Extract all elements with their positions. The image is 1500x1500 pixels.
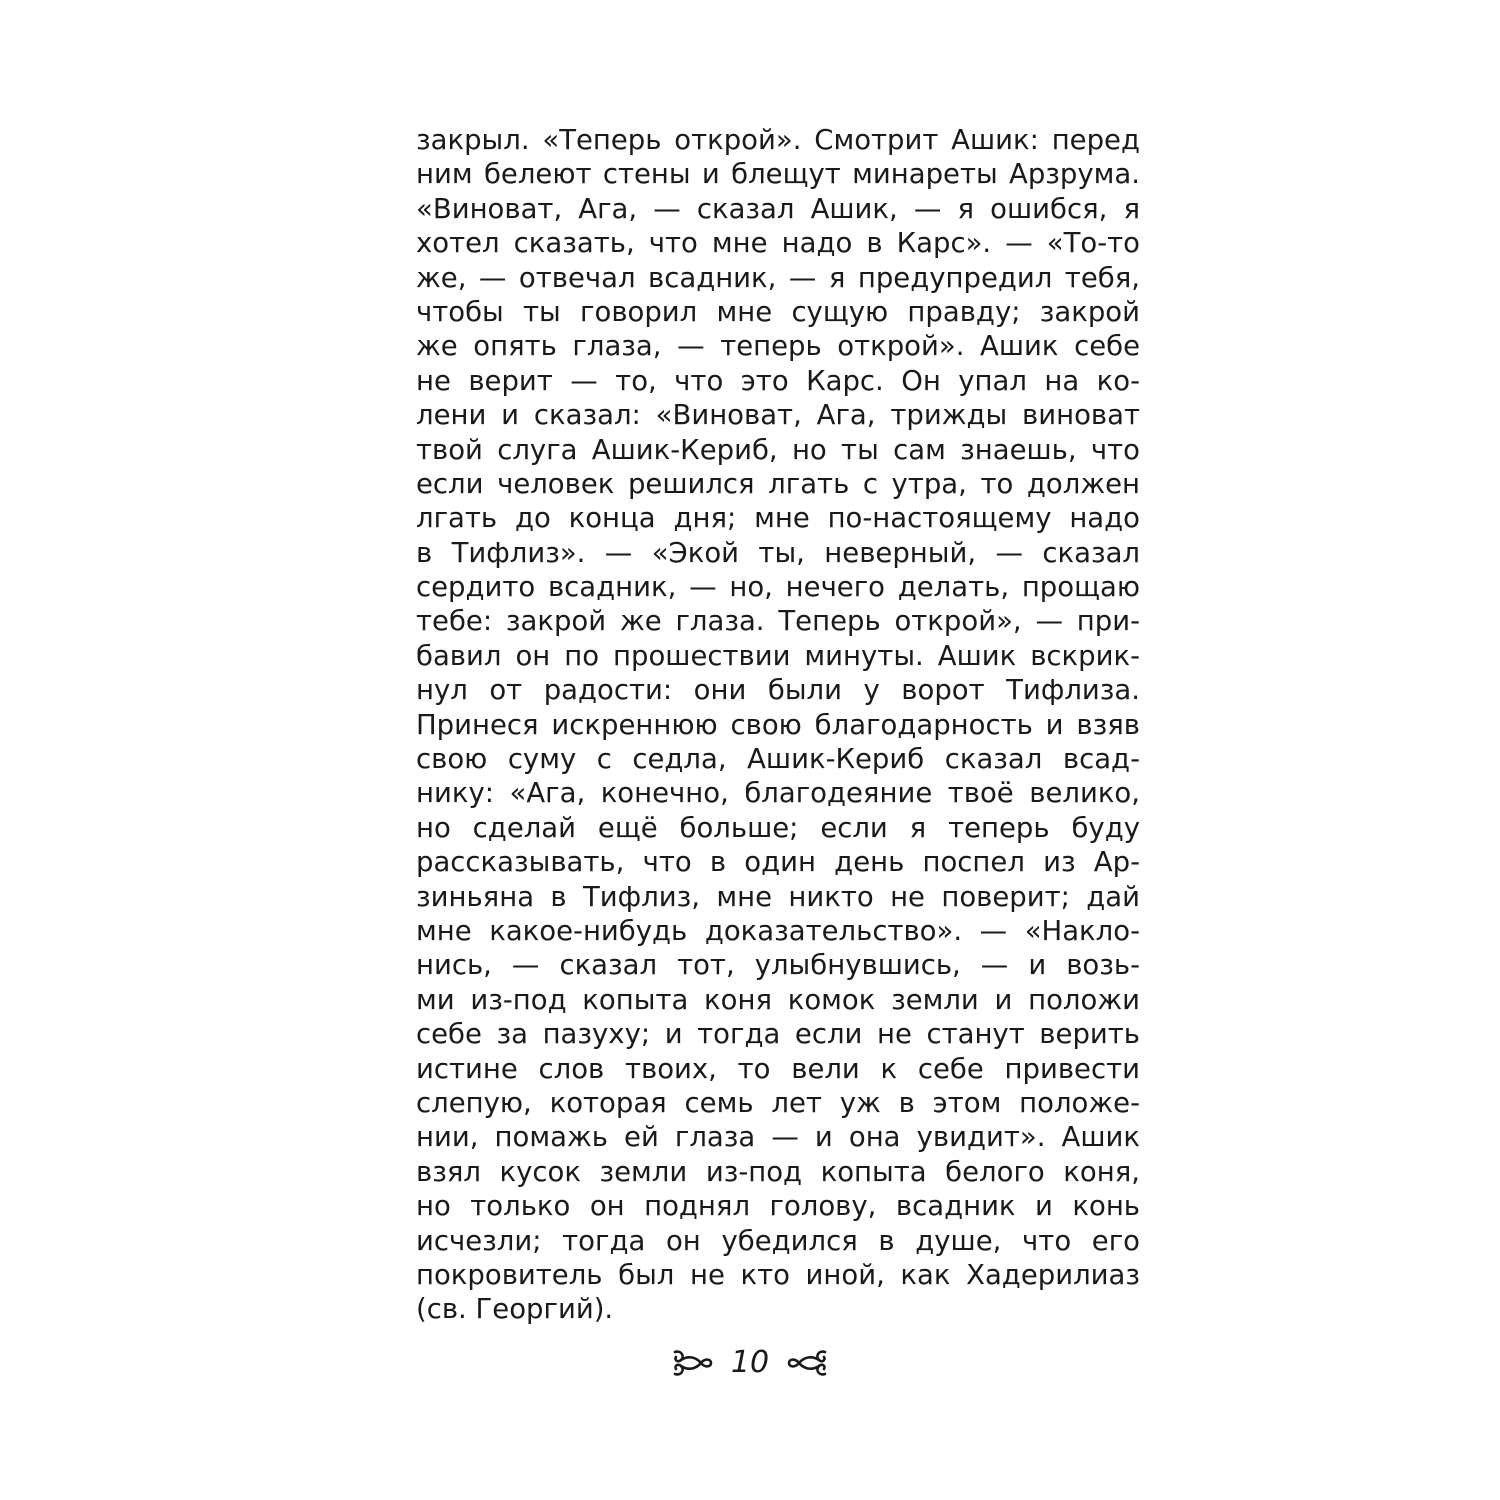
- text-line: исчезли; тогда он убедился в душе, что его: [416, 1224, 1140, 1257]
- text-line: нись, — сказал тот, улыбнувшись, — и возь-: [416, 949, 1140, 982]
- text-line: свою суму с седла, Ашик-Кериб сказал всад-: [416, 743, 1140, 776]
- text-line: нику: «Ага, конечно, благодеяние твоё велико,: [416, 777, 1140, 810]
- text-line: же, — отвечал всадник, — я предупредил тебя,: [416, 261, 1140, 294]
- text-line: Принеся искреннюю свою благодарность и взяв: [416, 708, 1140, 741]
- heart-flourish-left-icon: [785, 1346, 829, 1380]
- text-line: зиньяна в Тифлиз, мне никто не поверит; дай: [416, 880, 1140, 913]
- text-line: нул от радости: они были у ворот Тифлиза.: [416, 674, 1140, 707]
- text-line: но сделай ещё больше; если я теперь буду: [416, 811, 1140, 844]
- text-line: лени и сказал: «Виноват, Ага, трижды виноват: [416, 399, 1140, 432]
- text-line: ним белеют стены и блещут минареты Арзрума.: [416, 158, 1140, 191]
- text-line: если человек решился лгать с утра, то должен: [416, 467, 1140, 500]
- text-line: сердито всадник, — но, нечего делать, прощаю: [416, 571, 1140, 604]
- text-line: закрыл. «Теперь открой». Смотрит Ашик: перед: [416, 124, 1140, 156]
- text-line: ми из-под копыта коня комок земли и положи: [416, 983, 1140, 1016]
- heart-flourish-right-icon: [671, 1346, 715, 1380]
- text-line: чтобы ты говорил мне сущую правду; закрой: [416, 295, 1140, 328]
- text-line: но только он поднял голову, всадник и конь: [416, 1190, 1140, 1223]
- text-line: (св. Георгий).: [416, 1293, 614, 1326]
- body-text: [416, 123, 1140, 1327]
- text-line: покровитель был не кто иной, как Хадерилиаз: [416, 1258, 1140, 1291]
- text-line: лгать до конца дня; мне по-настоящему надо: [416, 502, 1140, 535]
- text-line: бавил он по прошествии минуты. Ашик вскрик-: [416, 639, 1140, 672]
- text-line: тебе: закрой же глаза. Теперь открой», — при-: [416, 605, 1140, 638]
- text-line: слепую, которая семь лет уж в этом положе-: [416, 1086, 1140, 1119]
- text-line: «Виноват, Ага, — сказал Ашик, — я ошибся, я: [416, 192, 1140, 225]
- text-line: рассказывать, что в один день поспел из Ар-: [416, 846, 1140, 879]
- text-line: мне какое-нибудь доказательство». — «Накло-: [416, 914, 1140, 947]
- text-line: истине слов твоих, то вели к себе привести: [416, 1052, 1140, 1085]
- text-line: твой слуга Ашик-Кериб, но ты сам знаешь, что: [416, 433, 1140, 466]
- text-line: в Тифлиз». — «Экой ты, неверный, — сказал: [416, 536, 1140, 569]
- page-number: 10: [730, 1345, 770, 1380]
- text-line: хотел сказать, что мне надо в Карс». — «То-то: [416, 227, 1140, 260]
- page-footer: [0, 1340, 1500, 1386]
- text-line: себе за пазуху; и тогда если не станут верить: [416, 1018, 1140, 1051]
- text-line: не верит — то, что это Карс. Он упал на ко-: [416, 364, 1140, 397]
- text-line: нии, помажь ей глаза — и она увидит». Ашик: [416, 1121, 1140, 1154]
- text-line: взял кусок земли из-под копыта белого коня,: [416, 1155, 1140, 1188]
- text-line: же опять глаза, — теперь открой». Ашик себе: [416, 330, 1140, 363]
